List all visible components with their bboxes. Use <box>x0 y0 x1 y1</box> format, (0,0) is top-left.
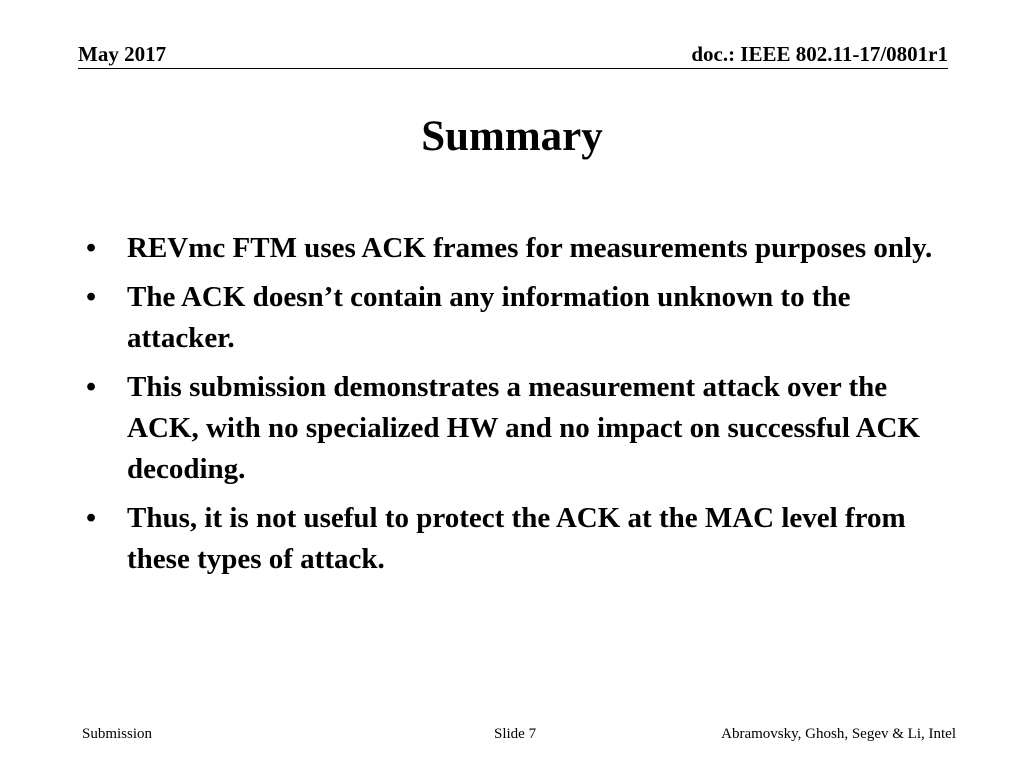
bullet-item <box>86 367 946 490</box>
header-date: May 2017 <box>78 42 167 66</box>
bullet-text: This submission demonstrates a measurement attack over the ACK, with no specialized HW and no impact on successful ACK decoding. <box>127 371 921 485</box>
bullet-text: Thus, it is not useful to protect the ACK at the MAC level from these types of attack. <box>127 502 906 575</box>
bullet-icon: • <box>86 502 97 534</box>
bullet-icon: • <box>86 232 97 264</box>
footer-authors: Abramovsky, Ghosh, Segev & Li, Intel <box>721 726 956 742</box>
footer-submission: Submission <box>82 726 153 742</box>
slide-title: Summary <box>421 113 603 160</box>
bullet-icon: • <box>86 371 97 403</box>
bullet-text: REVmc FTM uses ACK frames for measurements purposes only. <box>127 232 933 264</box>
bullet-item <box>86 277 946 359</box>
bullet-icon: • <box>86 281 97 313</box>
header-doc-id: doc.: IEEE 802.11-17/0801r1 <box>691 42 948 66</box>
slide-footer <box>0 726 1024 748</box>
bullet-text: The ACK doesn’t contain any information unknown to the attacker. <box>127 281 851 354</box>
bullet-list <box>86 228 946 588</box>
bullet-item <box>86 498 946 580</box>
slide-header <box>78 40 948 69</box>
footer-slide-number: Slide 7 <box>494 726 537 742</box>
bullet-item <box>86 228 946 269</box>
